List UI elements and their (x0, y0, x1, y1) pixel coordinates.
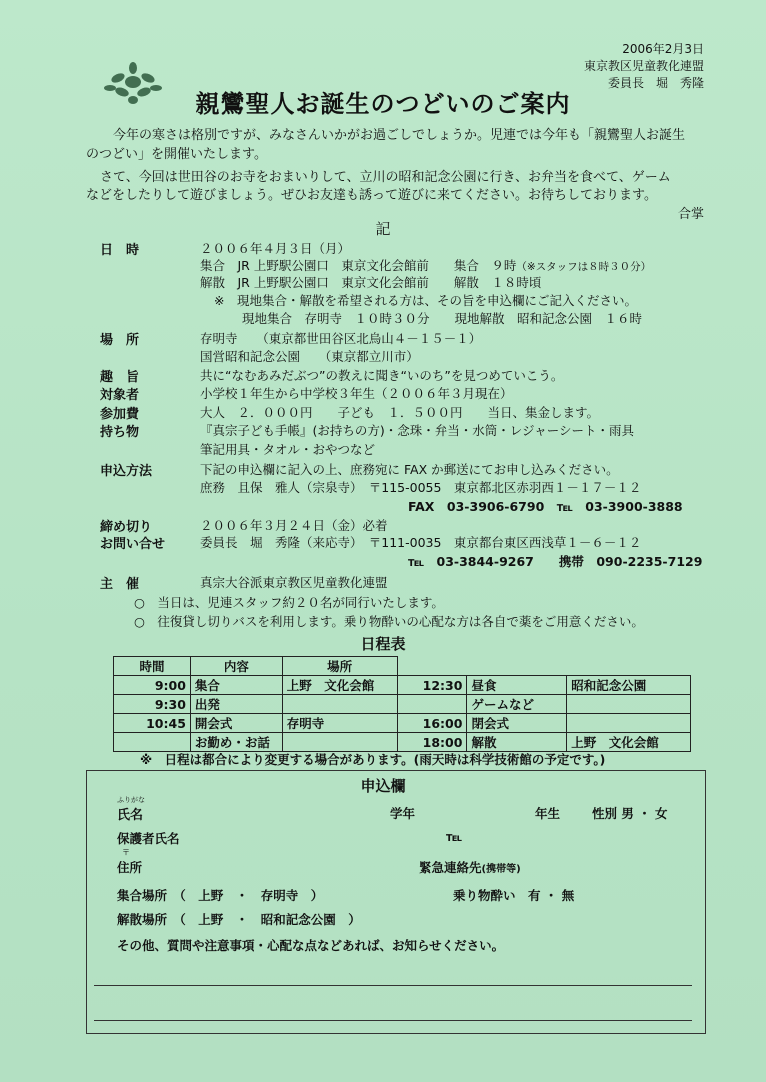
apply-address: 庶務 且保 雅人（宗泉寺） 〒115-0055 東京都北区赤羽西１－１７－１２ (200, 480, 642, 495)
writing-line[interactable] (94, 985, 692, 986)
place-value: 国営昭和記念公園 （東京都立川市） (200, 349, 419, 364)
schedule-cell: 出発 (190, 695, 282, 714)
schedule-row (114, 695, 691, 714)
name-field-label[interactable]: 氏名 (117, 808, 144, 823)
schedule-header-content: 内容 (190, 657, 282, 676)
schedule-cell: 上野 文化会館 (282, 676, 397, 695)
fee-label: 参加費 (100, 407, 140, 422)
place-value: 存明寺 （東京都世田谷区北烏山４－１５－１） (200, 331, 482, 346)
schedule-header-time: 時間 (114, 657, 191, 676)
schedule-cell: 上野 文化会館 (567, 733, 691, 752)
schedule-table (113, 656, 691, 752)
target-value: 小学校１年生から中学校３年生（２００６年３月現在） (200, 386, 513, 401)
note-item: ○ 当日は、児連スタッフ約２０名が同行いたします。 (134, 595, 444, 610)
address-field-label[interactable]: 住所 (117, 860, 143, 875)
intro-line: さて、今回は世田谷のお寺をおまいりして、立川の昭和記念公園に行き、お弁当を食べて、ゲーム (100, 170, 671, 185)
local-note: 現地集合 存明寺 １０時３０分 現地解散 昭和記念公園 １６時 (242, 311, 643, 326)
schedule-cell: 開会式 (190, 714, 282, 733)
ki-heading: 記 (375, 220, 391, 238)
contact-label: お問い合せ (100, 537, 166, 552)
fee-value: 大人 ２．０００円 子ども １．５００円 当日、集金します。 (200, 405, 600, 420)
page-title: 親鸞聖人お誕生のつどいのご案内 (195, 90, 571, 118)
schedule-cell: 集合 (190, 676, 282, 695)
schedule-row (114, 733, 691, 752)
deadline-label: 締め切り (100, 520, 153, 535)
purpose-label: 趣 旨 (100, 370, 140, 385)
host-value: 真宗大谷派東京教区児童教化連盟 (200, 575, 388, 590)
apply-label: 申込方法 (100, 464, 153, 479)
items-value: 『真宗子ども手帳』(お持ちの方)・念珠・弁当・水筒・レジャーシート・雨具 (200, 423, 634, 438)
items-label: 持ち物 (100, 425, 140, 440)
schedule-cell: 16:00 (397, 714, 467, 733)
apply-value: 下記の申込欄に記入の上、庶務宛に FAX か郵送にてお申し込みください。 (200, 462, 619, 477)
date-label: 日 時 (100, 243, 140, 258)
apply-fax-tel: FAX 03-3906-6790 ℡ 03-3900-3888 (408, 499, 683, 514)
schedule-cell: 12:30 (397, 676, 467, 695)
schedule-cell (114, 733, 191, 752)
schedule-cell: 9:00 (114, 676, 191, 695)
schedule-cell (567, 714, 691, 733)
gather-line: 集合 JR 上野駅公園口 東京文化会館前 集合 ９時（※スタッフは８時３０分） (200, 258, 652, 273)
name-ruby: ふりがな (117, 796, 145, 804)
schedule-header-place: 場所 (282, 657, 397, 676)
purpose-value: 共に“なむあみだぶつ”の教えに聞き“いのち”を見つめていこう。 (200, 368, 564, 383)
schedule-cell: 解散 (467, 733, 567, 752)
schedule-cell: 10:45 (114, 714, 191, 733)
schedule-row (114, 676, 691, 695)
issuer-chair: 委員長 堀 秀隆 (607, 76, 704, 90)
schedule-cell (567, 695, 691, 714)
intro-line: のつどい」を開催いたします。 (86, 147, 267, 162)
target-label: 対象者 (100, 388, 140, 403)
postal-mark: 〒 (122, 848, 130, 857)
schedule-cell: お勤め・お話 (190, 733, 282, 752)
host-label: 主 催 (100, 577, 140, 592)
form-title: 申込欄 (360, 777, 406, 795)
deadline-value: ２００６年３月２４日（金）必着 (200, 518, 388, 533)
schedule-header-row (114, 657, 691, 676)
schedule-cell: ゲームなど (467, 695, 567, 714)
issuer-org: 東京教区児童教化連盟 (583, 59, 704, 73)
schedule-note: ※ 日程は都合により変更する場合があります。(雨天時は科学技術館の予定です。) (140, 752, 606, 767)
schedule-cell (282, 695, 397, 714)
intro-line: などをしたりして遊びましょう。ぜひお友達も誘って遊びに来てください。お待ちしております。 (86, 188, 657, 203)
closing-word: 合掌 (677, 207, 704, 222)
schedule-cell: 昭和記念公園 (567, 676, 691, 695)
schedule-row (114, 714, 691, 733)
note-item: ○ 往復貸し切りバスを利用します。乗り物酔いの心配な方は各自で薬をご用意ください。 (134, 614, 644, 629)
schedule-cell: 存明寺 (282, 714, 397, 733)
schedule-cell (397, 695, 467, 714)
schedule-cell: 昼食 (467, 676, 567, 695)
dismiss-line: 解散 JR 上野駅公園口 東京文化会館前 解散 １８時頃 (200, 275, 542, 290)
grade-suffix: 年生 (535, 806, 561, 821)
schedule-title: 日程表 (360, 635, 406, 653)
other-field-label: その他、質問や注意事項・心配な点などあれば、お知らせください。 (117, 938, 505, 953)
date-value: ２００６年４月３日（月） (200, 241, 351, 256)
writing-line[interactable] (94, 1020, 692, 1021)
dismiss-place-field[interactable]: 解散場所 （ 上野 ・ 昭和記念公園 ） (117, 912, 361, 927)
schedule-cell: 9:30 (114, 695, 191, 714)
gender-field[interactable]: 性別 男 ・ 女 (592, 806, 668, 821)
gather-place-field[interactable]: 集合場所 （ 上野 ・ 存明寺 ） (117, 888, 324, 903)
schedule-cell (282, 733, 397, 752)
tel-field-label[interactable]: ℡ (446, 829, 463, 844)
emergency-field-label[interactable]: 緊急連絡先(携帯等) (419, 860, 521, 875)
grade-field-label[interactable]: 学年 (390, 806, 416, 821)
schedule-cell: 18:00 (397, 733, 467, 752)
schedule-cell: 閉会式 (467, 714, 567, 733)
motion-sickness-field[interactable]: 乗り物酔い 有 ・ 無 (453, 888, 575, 903)
intro-line: 今年の寒さは格別ですが、みなさんいかがお過ごしでしょうか。児連では今年も「親鸞聖人お誕生 (113, 128, 686, 143)
local-note: ※ 現地集合・解散を希望される方は、その旨を申込欄にご記入ください。 (214, 293, 637, 308)
contact-address: 委員長 堀 秀隆（来応寺） 〒111-0035 東京都台東区西浅草１－６－１２ (200, 535, 642, 550)
place-label: 場 所 (100, 333, 140, 348)
guardian-field-label[interactable]: 保護者氏名 (117, 831, 180, 846)
contact-phone: ℡ 03-3844-9267 携帯 090-2235-7129 (408, 554, 703, 569)
issue-date: 2006年2月3日 (622, 42, 704, 56)
items-value: 筆記用具・タオル・おやつなど (200, 442, 376, 457)
